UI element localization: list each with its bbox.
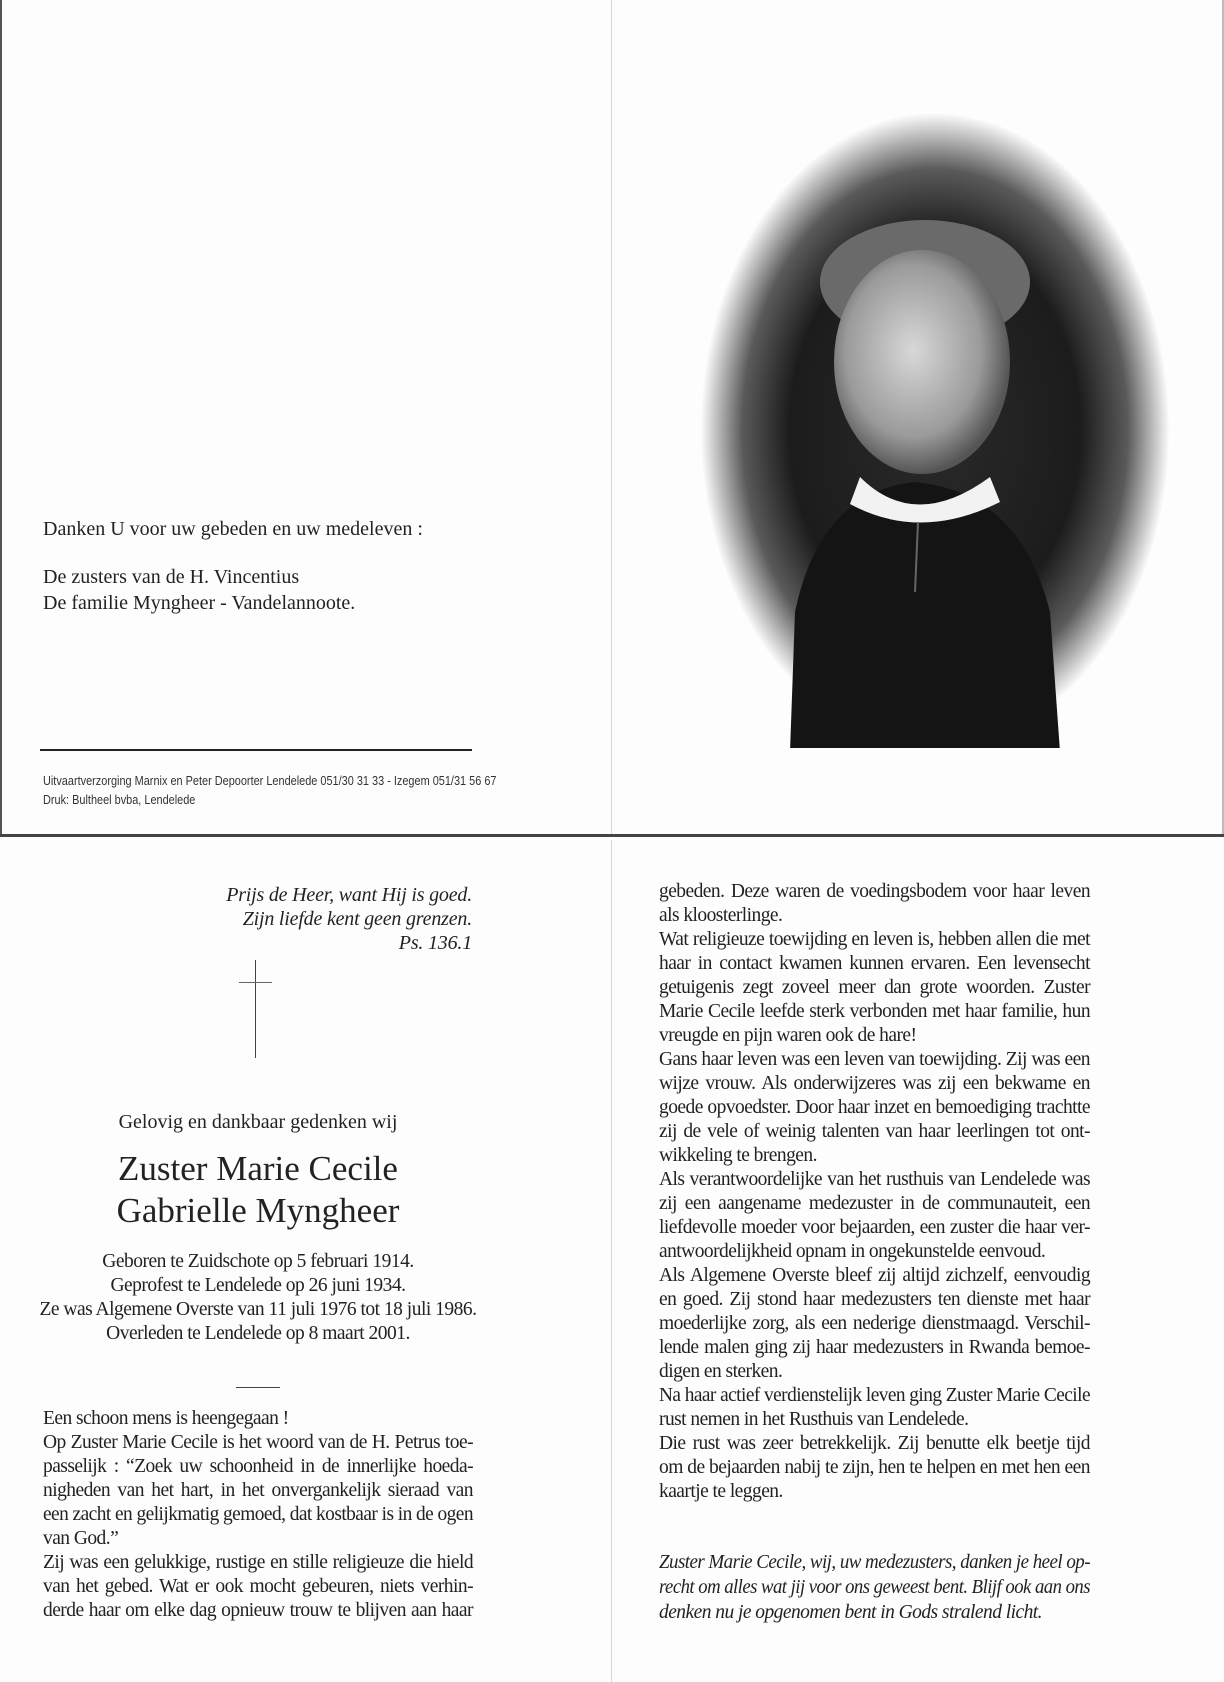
text-line: lende malen ging zij haar medezusters in Rwanda bemoe- <box>659 1337 1090 1358</box>
deceased-name: Zuster Marie Cecile <box>118 1149 398 1188</box>
text-line: rust nemen in het Rusthuis van Lendelede. <box>659 1409 969 1430</box>
card-outside <box>0 0 1224 837</box>
printer-line: Druk: Bultheel bvba, Lendelede <box>43 792 196 807</box>
text-line: Gans haar leven was een leven van toewijding. Zij was een <box>659 1049 1090 1070</box>
text-line: en goed. Zij stond haar medezusters ten dienste met haar <box>659 1289 1091 1310</box>
text-line: goede opvoedster. Door haar inzet en bemoediging trachtte <box>659 1097 1091 1118</box>
verse-reference: Ps. 136.1 <box>398 932 472 954</box>
text-line: Een schoon mens is heengegaan ! <box>43 1408 289 1429</box>
text-line: Wat religieuze toewijding en leven is, hebben allen die met <box>659 929 1091 950</box>
text-line: Als verantwoordelijke van het rusthuis van Lendelede was <box>659 1169 1091 1190</box>
text-line: Als Algemene Overste bleef zij altijd zichzelf, eenvoudig <box>659 1265 1091 1286</box>
text-line: wijze vrouw. Als onderwijzeres was zij een bekwame en <box>659 1073 1090 1094</box>
left-body-text <box>43 1407 473 1623</box>
text-line: van God.” <box>43 1528 119 1549</box>
right-body-text <box>659 880 1090 1504</box>
text-line: liefdevolle moeder voor bejaarden, een zuster die haar ver- <box>659 1217 1090 1238</box>
text-line: zij een aangename medezuster in de communauteit, een <box>659 1193 1091 1214</box>
fold-line <box>611 840 612 1682</box>
date-line: Geboren te Zuidschote op 5 februari 1914. <box>102 1251 414 1272</box>
text-line: Na haar actief verdienstelijk leven ging Zuster Marie Cecile <box>659 1385 1090 1406</box>
divider-rule <box>40 749 472 751</box>
portrait-photo <box>700 112 1170 748</box>
deceased-name: Gabrielle Myngheer <box>116 1191 400 1230</box>
intro-line: Gelovig en dankbaar gedenken wij <box>118 1111 398 1133</box>
thanks-heading: Danken U voor uw gebeden en uw medeleven : <box>43 518 423 540</box>
text-line: haar in contact kwamen kunnen ervaren. Een levensecht <box>659 953 1090 974</box>
date-line: Overleden te Lendelede op 8 maart 2001. <box>106 1323 410 1344</box>
text-line: recht om alles wat jij voor ons geweest bent. Blijf ook aan ons <box>659 1577 1090 1598</box>
text-line: om de bejaarden nabij te zijn, hen te helpen en met hen een <box>659 1457 1090 1478</box>
undertaker-line: Uitvaartverzorging Marnix en Peter Depoorter Lendelede 051/30 31 33 - Izegem 051/31 56 67 <box>43 773 497 788</box>
text-line: denken nu je opgenomen bent in Gods stralend licht. <box>659 1602 1042 1623</box>
text-line: digen en sterken. <box>659 1361 783 1382</box>
card-inside <box>0 840 1224 1682</box>
verse-line: Zijn liefde kent geen grenzen. <box>242 908 472 930</box>
text-line: Die rust was zeer betrekkelijk. Zij benutte elk beetje tijd <box>659 1433 1090 1454</box>
verse-line: Prijs de Heer, want Hij is goed. <box>226 884 472 906</box>
thanks-line: De familie Myngheer - Vandelannoote. <box>43 592 356 614</box>
text-line: als kloosterlinge. <box>659 905 783 926</box>
date-line: Ze was Algemene Overste van 11 juli 1976 tot 18 juli 1986. <box>39 1299 477 1320</box>
text-line: passelijk : “Zoek uw schoonheid in de innerlijke hoeda- <box>43 1456 474 1477</box>
text-line: Zuster Marie Cecile, wij, uw medezusters, danken je heel op- <box>659 1552 1090 1573</box>
text-line: van het gebed. Wat er ook mocht gebeuren, niets verhin- <box>43 1576 474 1597</box>
card-edge <box>0 0 2 834</box>
text-line: vreugde en pijn waren ook de hare! <box>659 1025 917 1046</box>
fold-line <box>611 0 612 834</box>
text-line: Marie Cecile leefde sterk verbonden met haar familie, hun <box>659 1001 1091 1022</box>
text-line: Zij was een gelukkige, rustige en stille religieuze die hield <box>43 1552 474 1573</box>
text-line: derde haar om elke dag opnieuw trouw te blijven aan haar <box>43 1600 473 1621</box>
text-line: kaartje te leggen. <box>659 1481 783 1502</box>
text-line: een zacht en gelijkmatig gemoed, dat kostbaar is in de ogen <box>43 1504 474 1525</box>
text-line: nigheden van het hart, in het onvergankelijk sieraad van <box>43 1480 473 1501</box>
text-line: gebeden. Deze waren de voedingsbodem voor haar leven <box>659 881 1091 902</box>
text-line: zij de vele of weinig talenten van haar leerlingen tot ont- <box>659 1121 1090 1142</box>
short-divider <box>236 1387 280 1388</box>
closing-text <box>659 1550 1090 1625</box>
thanks-line: De zusters van de H. Vincentius <box>43 566 300 588</box>
text-line: wikkeling te brengen. <box>659 1145 817 1166</box>
text-line: antwoordelijkheid opnam in ongekunstelde eenvoud. <box>659 1241 1046 1262</box>
text-line: getuigenis zegt zoveel meer dan grote woorden. Zuster <box>659 977 1091 998</box>
date-line: Geprofest te Lendelede op 26 juni 1934. <box>110 1275 406 1296</box>
text-line: moederlijke zorg, als een nederige dienstmaagd. Verschil- <box>659 1313 1090 1334</box>
text-line: Op Zuster Marie Cecile is het woord van de H. Petrus toe- <box>43 1432 474 1453</box>
